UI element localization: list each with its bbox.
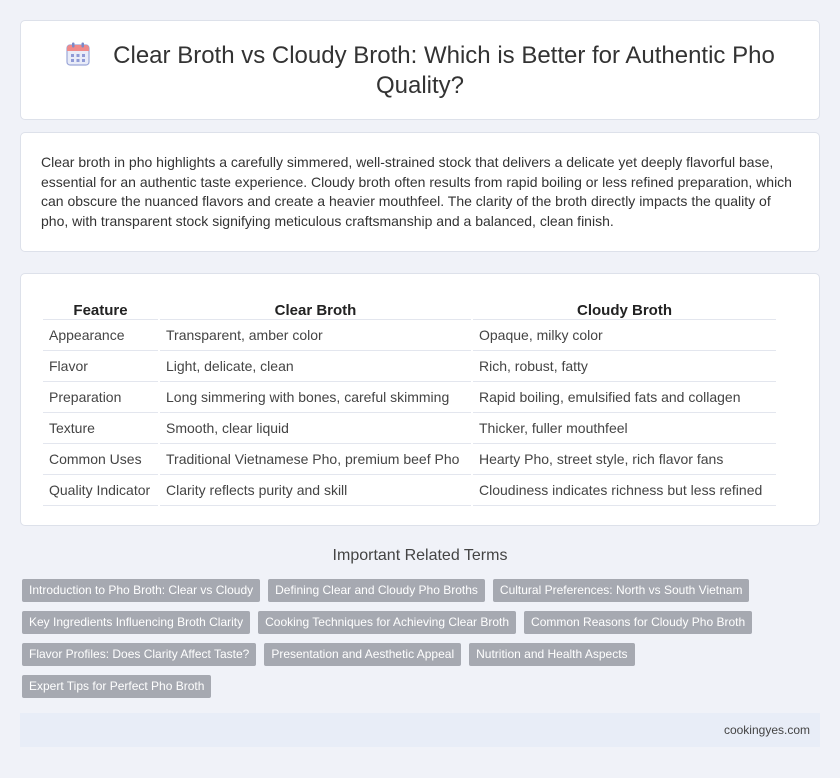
related-term-tag[interactable]: Introduction to Pho Broth: Clear vs Cloudy bbox=[22, 579, 260, 602]
cloudy-cell: Rapid boiling, emulsified fats and collagen bbox=[473, 382, 776, 413]
cloudy-cell: Opaque, milky color bbox=[473, 320, 776, 351]
clear-cell: Transparent, amber color bbox=[160, 320, 471, 351]
clear-cell: Light, delicate, clean bbox=[160, 351, 471, 382]
table-row bbox=[43, 382, 776, 413]
page-title-row bbox=[21, 41, 819, 101]
table-header-row bbox=[43, 296, 776, 320]
clear-cell: Smooth, clear liquid bbox=[160, 413, 471, 444]
related-terms-list bbox=[22, 579, 802, 698]
related-term-tag[interactable]: Common Reasons for Cloudy Pho Broth bbox=[524, 611, 752, 634]
table-row bbox=[43, 351, 776, 382]
comparison-card bbox=[20, 273, 820, 526]
header-clear-broth: Clear Broth bbox=[160, 296, 471, 320]
related-term-tag[interactable]: Nutrition and Health Aspects bbox=[469, 643, 634, 666]
comparison-table bbox=[43, 296, 776, 506]
feature-cell: Texture bbox=[43, 413, 158, 444]
table-row bbox=[43, 320, 776, 351]
clear-cell: Clarity reflects purity and skill bbox=[160, 475, 471, 506]
cloudy-cell: Thicker, fuller mouthfeel bbox=[473, 413, 776, 444]
feature-cell: Appearance bbox=[43, 320, 158, 351]
page-title: Clear Broth vs Cloudy Broth: Which is Better for Authentic Pho Quality? bbox=[113, 42, 775, 99]
header-feature: Feature bbox=[43, 296, 158, 320]
feature-cell: Quality Indicator bbox=[43, 475, 158, 506]
clear-cell: Traditional Vietnamese Pho, premium beef Pho bbox=[160, 444, 471, 475]
table-row bbox=[43, 444, 776, 475]
related-term-tag[interactable]: Cultural Preferences: North vs South Vietnam bbox=[493, 579, 750, 602]
cloudy-cell: Rich, robust, fatty bbox=[473, 351, 776, 382]
feature-cell: Preparation bbox=[43, 382, 158, 413]
calendar-icon bbox=[65, 41, 91, 67]
table-row bbox=[43, 475, 776, 506]
feature-cell: Flavor bbox=[43, 351, 158, 382]
footer bbox=[20, 713, 820, 747]
clear-cell: Long simmering with bones, careful skimming bbox=[160, 382, 471, 413]
related-term-tag[interactable]: Cooking Techniques for Achieving Clear Broth bbox=[258, 611, 516, 634]
intro-paragraph: Clear broth in pho highlights a carefully simmered, well-strained stock that delivers a delicate yet deeply flavorful base, essential for an authentic taste experience. Cloudy broth often results from rapid boiling or less refined preparation, which can obscure the nuanced flavors and create a heavier mouthfeel. The clarity of the broth directly impacts the quality of pho, with transparent stock signifying meticulous craftsmanship and a balanced, clean finish. bbox=[41, 154, 792, 229]
footer-site-name[interactable]: cookingyes.com bbox=[723, 723, 810, 737]
related-term-tag[interactable]: Expert Tips for Perfect Pho Broth bbox=[22, 675, 211, 698]
cloudy-cell: Hearty Pho, street style, rich flavor fans bbox=[473, 444, 776, 475]
header-cloudy-broth: Cloudy Broth bbox=[473, 296, 776, 320]
title-card bbox=[20, 20, 820, 120]
related-term-tag[interactable]: Flavor Profiles: Does Clarity Affect Taste? bbox=[22, 643, 256, 666]
related-term-tag[interactable]: Key Ingredients Influencing Broth Clarity bbox=[22, 611, 250, 634]
related-term-tag[interactable]: Defining Clear and Cloudy Pho Broths bbox=[268, 579, 485, 602]
related-terms-heading: Important Related Terms bbox=[332, 547, 508, 564]
table-row bbox=[43, 413, 776, 444]
feature-cell: Common Uses bbox=[43, 444, 158, 475]
related-term-tag[interactable]: Presentation and Aesthetic Appeal bbox=[264, 643, 461, 666]
intro-card bbox=[20, 132, 820, 252]
cloudy-cell: Cloudiness indicates richness but less refined bbox=[473, 475, 776, 506]
